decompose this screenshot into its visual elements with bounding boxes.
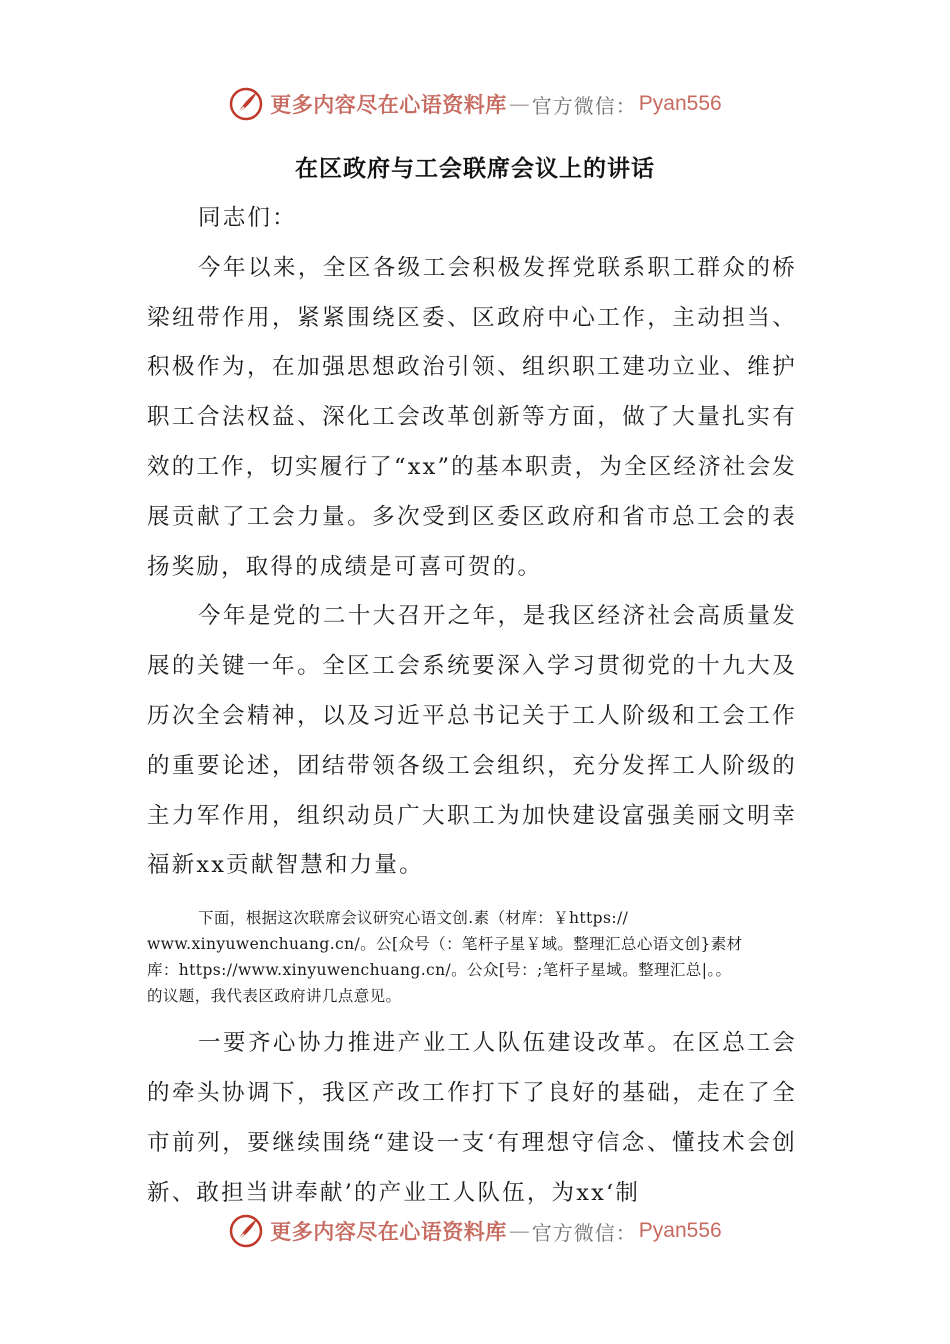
banner-main-text: 更多内容尽在心语资料库	[270, 92, 507, 117]
watermark-line-2: www.xinyuwenchuang.cn/。公[众号（：笔杆子星￥域。整理汇总心语文创}素材	[147, 935, 743, 954]
quill-logo-icon	[228, 1213, 264, 1249]
banner-wechat-id: Pyan556	[638, 1219, 722, 1242]
banner-separator: —	[508, 1219, 530, 1243]
banner-wechat-label: 官方微信：	[531, 1220, 637, 1245]
banner-wechat-id: Pyan556	[638, 92, 722, 115]
watermark-paragraph	[147, 891, 797, 1019]
quill-logo-icon	[228, 86, 264, 122]
watermark-line-4: 的议题，我代表区政府讲几点意见。	[147, 987, 402, 1006]
banner-separator: —	[508, 92, 530, 116]
document-title: 在区政府与工会联席会议上的讲话	[295, 156, 655, 182]
footer-banner	[0, 1209, 950, 1253]
header-banner	[0, 82, 950, 126]
watermark-line-1: 下面，根据这次联席会议研究心语文创.素（材库：￥https://	[198, 909, 629, 928]
paragraph-1: 今年以来，全区各级工会积极发挥党联系职工群众的桥梁纽带作用，紧紧围绕区委、区政府中心工作，主动担当、积极作为，在加强思想政治引领、组织职工建功立业、维护职工合法权益、深化工会改革创新等方面，做了大量扎实有效的工作，切实履行了“xx”的基本职责，为全区经济社会发展贡献了工会力量。多次受到区委区政府和省市总工会的表扬奖励，取得的成绩是可喜可贺的。	[147, 254, 797, 580]
watermark-line-3: 库：https://www.xinyuwenchuang.cn/。公众[号：;笔杆子星域。整理汇总|。。	[147, 961, 732, 980]
paragraph-3: 一要齐心协力推进产业工人队伍建设改革。在区总工会的牵头协调下，我区产改工作打下了良好的基础，走在了全市前列，要继续围绕“建设一支‘有理想守信念、懂技术会创新、敢担当讲奉献’的产业工人队伍，为xx‘制	[147, 1030, 797, 1206]
document-body	[147, 194, 797, 1218]
banner-main-text: 更多内容尽在心语资料库	[270, 1219, 507, 1244]
salutation: 同志们：	[198, 205, 297, 231]
banner-wechat-label: 官方微信：	[531, 93, 637, 118]
paragraph-2: 今年是党的二十大召开之年，是我区经济社会高质量发展的关键一年。全区工会系统要深入学习贯彻党的十九大及历次全会精神，以及习近平总书记关于工人阶级和工会工作的重要论述，团结带领各级工会组织，充分发挥工人阶级的主力军作用，组织动员广大职工为加快建设富强美丽文明幸福新xx贡献智慧和力量。	[147, 603, 797, 879]
